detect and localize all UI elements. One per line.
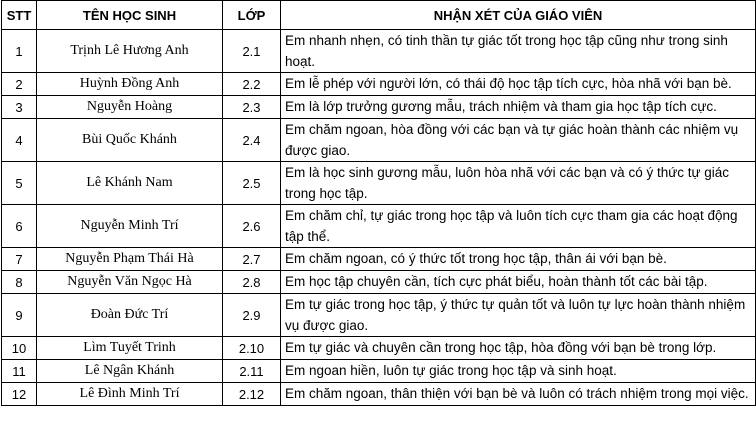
row-comment: Em lễ phép với người lớn, có thái độ học tập tích cực, hòa nhã với bạn bè. — [281, 73, 756, 96]
row-name: Lê Đình Minh Trí — [37, 383, 223, 406]
row-name: Bùi Quốc Khánh — [37, 119, 223, 162]
header-stt: STT — [2, 1, 37, 30]
row-class: 2.11 — [223, 360, 281, 383]
row-stt: 12 — [2, 383, 37, 406]
table-row — [2, 162, 756, 205]
row-comment: Em nhanh nhẹn, có tinh thần tự giác tốt trong học tập cũng như trong sinh hoạt. — [281, 30, 756, 73]
header-row — [2, 1, 756, 30]
table-row — [2, 205, 756, 248]
row-comment: Em học tập chuyên cần, tích cực phát biểu, hoàn thành tốt các bài tập. — [281, 271, 756, 294]
row-comment: Em tự giác trong học tập, ý thức tự quản tốt và luôn tự lực hoàn thành nhiệm vụ được giao. — [281, 294, 756, 337]
row-stt: 1 — [2, 30, 37, 73]
row-stt: 6 — [2, 205, 37, 248]
row-name: Nguyễn Hoàng — [37, 96, 223, 119]
row-stt: 8 — [2, 271, 37, 294]
row-name: Huỳnh Đồng Anh — [37, 73, 223, 96]
row-stt: 7 — [2, 248, 37, 271]
row-name: Lê Ngân Khánh — [37, 360, 223, 383]
row-class: 2.8 — [223, 271, 281, 294]
table-row — [2, 73, 756, 96]
table-row — [2, 96, 756, 119]
row-class: 2.2 — [223, 73, 281, 96]
table-row — [2, 248, 756, 271]
row-class: 2.3 — [223, 96, 281, 119]
row-class: 2.12 — [223, 383, 281, 406]
row-class: 2.9 — [223, 294, 281, 337]
row-comment: Em chăm ngoan, có ý thức tốt trong học tập, thân ái với bạn bè. — [281, 248, 756, 271]
row-class: 2.1 — [223, 30, 281, 73]
row-stt: 9 — [2, 294, 37, 337]
row-stt: 2 — [2, 73, 37, 96]
row-name: Nguyễn Minh Trí — [37, 205, 223, 248]
row-class: 2.6 — [223, 205, 281, 248]
row-comment: Em là lớp trưởng gương mẫu, trách nhiệm và tham gia học tập tích cực. — [281, 96, 756, 119]
row-class: 2.4 — [223, 119, 281, 162]
row-comment: Em chăm chỉ, tự giác trong học tập và luôn tích cực tham gia các hoạt động tập thể. — [281, 205, 756, 248]
row-name: Nguyễn Phạm Thái Hà — [37, 248, 223, 271]
table-row — [2, 271, 756, 294]
table-row — [2, 360, 756, 383]
row-stt: 10 — [2, 337, 37, 360]
row-name: Lìm Tuyết Trinh — [37, 337, 223, 360]
row-name: Nguyễn Văn Ngọc Hà — [37, 271, 223, 294]
row-comment: Em tự giác và chuyên cần trong học tập, hòa đồng với bạn bè trong lớp. — [281, 337, 756, 360]
row-name: Đoàn Đức Trí — [37, 294, 223, 337]
row-class: 2.10 — [223, 337, 281, 360]
row-stt: 4 — [2, 119, 37, 162]
header-name: TÊN HỌC SINH — [37, 1, 223, 30]
table-row — [2, 119, 756, 162]
student-comments-table — [1, 0, 756, 406]
row-comment: Em chăm ngoan, thân thiện với bạn bè và luôn có trách nhiệm trong mọi việc. — [281, 383, 756, 406]
row-name: Lê Khánh Nam — [37, 162, 223, 205]
table-row — [2, 294, 756, 337]
row-comment: Em chăm ngoan, hòa đồng với các bạn và tự giác hoàn thành các nhiệm vụ được giao. — [281, 119, 756, 162]
row-class: 2.7 — [223, 248, 281, 271]
table-row — [2, 30, 756, 73]
row-comment: Em là học sinh gương mẫu, luôn hòa nhã với các bạn và có ý thức tự giác trong học tập. — [281, 162, 756, 205]
row-stt: 11 — [2, 360, 37, 383]
row-comment: Em ngoan hiền, luôn tự giác trong học tập và sinh hoạt. — [281, 360, 756, 383]
header-comment: NHẬN XÉT CỦA GIÁO VIÊN — [281, 1, 756, 30]
header-class: LỚP — [223, 1, 281, 30]
table-row — [2, 337, 756, 360]
row-stt: 3 — [2, 96, 37, 119]
row-name: Trịnh Lê Hương Anh — [37, 30, 223, 73]
row-class: 2.5 — [223, 162, 281, 205]
row-stt: 5 — [2, 162, 37, 205]
table-row — [2, 383, 756, 406]
